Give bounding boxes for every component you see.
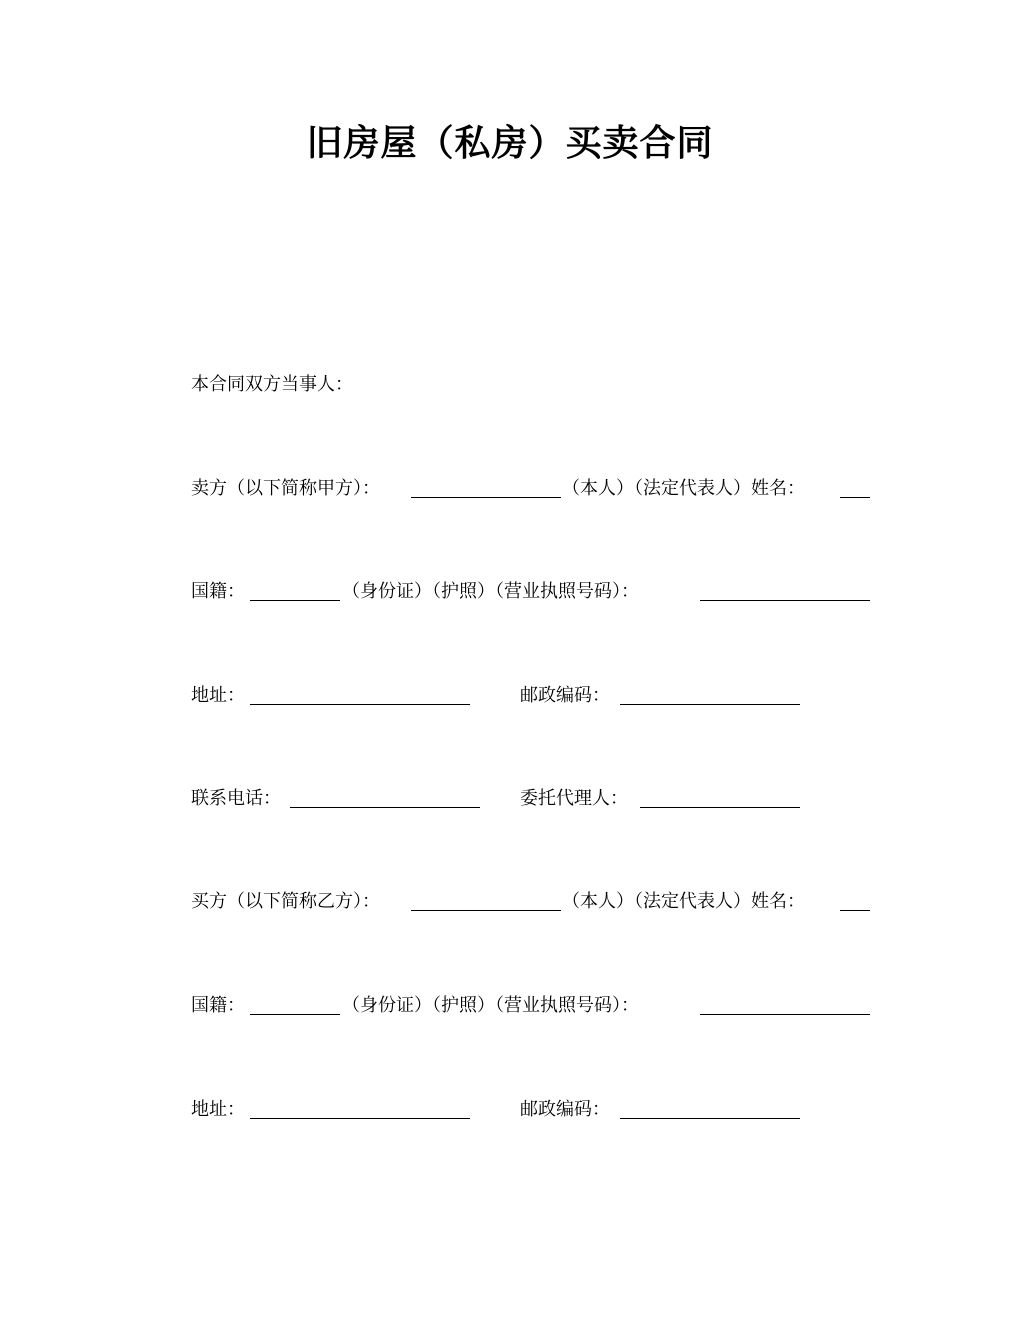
seller-postcode-label: 邮政编码：: [520, 685, 610, 706]
buyer-postcode-field[interactable]: [620, 1118, 800, 1119]
buyer-nationality-field[interactable]: [250, 1014, 340, 1015]
seller-party-field[interactable]: [411, 497, 561, 498]
seller-address-label: 地址：: [191, 685, 245, 706]
buyer-nationality-label: 国籍：: [191, 995, 245, 1016]
seller-nationality-label: 国籍：: [191, 581, 245, 602]
buyer-party-label: 买方（以下简称乙方）：: [191, 891, 380, 912]
seller-id-label: （身份证）（护照）（营业执照号码）：: [342, 581, 639, 602]
seller-self-rep-label: （本人）（法定代表人）姓名：: [562, 478, 805, 499]
document-title: 旧房屋（私房）买卖合同: [306, 123, 714, 164]
seller-address-field[interactable]: [250, 704, 470, 705]
seller-party-label: 卖方（以下简称甲方）：: [191, 478, 380, 499]
seller-name-field[interactable]: [840, 497, 870, 498]
buyer-postcode-label: 邮政编码：: [520, 1099, 610, 1120]
seller-postcode-field[interactable]: [620, 704, 800, 705]
seller-id-field[interactable]: [700, 600, 870, 601]
buyer-party-field[interactable]: [411, 910, 561, 911]
buyer-id-field[interactable]: [700, 1014, 870, 1015]
buyer-id-label: （身份证）（护照）（营业执照号码）：: [342, 995, 639, 1016]
seller-phone-label: 联系电话：: [191, 788, 281, 809]
intro-text: 本合同双方当事人：: [191, 374, 353, 395]
buyer-address-field[interactable]: [250, 1118, 470, 1119]
seller-phone-field[interactable]: [290, 807, 480, 808]
seller-agent-label: 委托代理人：: [520, 788, 628, 809]
seller-nationality-field[interactable]: [250, 600, 340, 601]
seller-agent-field[interactable]: [640, 807, 800, 808]
buyer-self-rep-label: （本人）（法定代表人）姓名：: [562, 891, 805, 912]
buyer-name-field[interactable]: [840, 910, 870, 911]
buyer-address-label: 地址：: [191, 1099, 245, 1120]
